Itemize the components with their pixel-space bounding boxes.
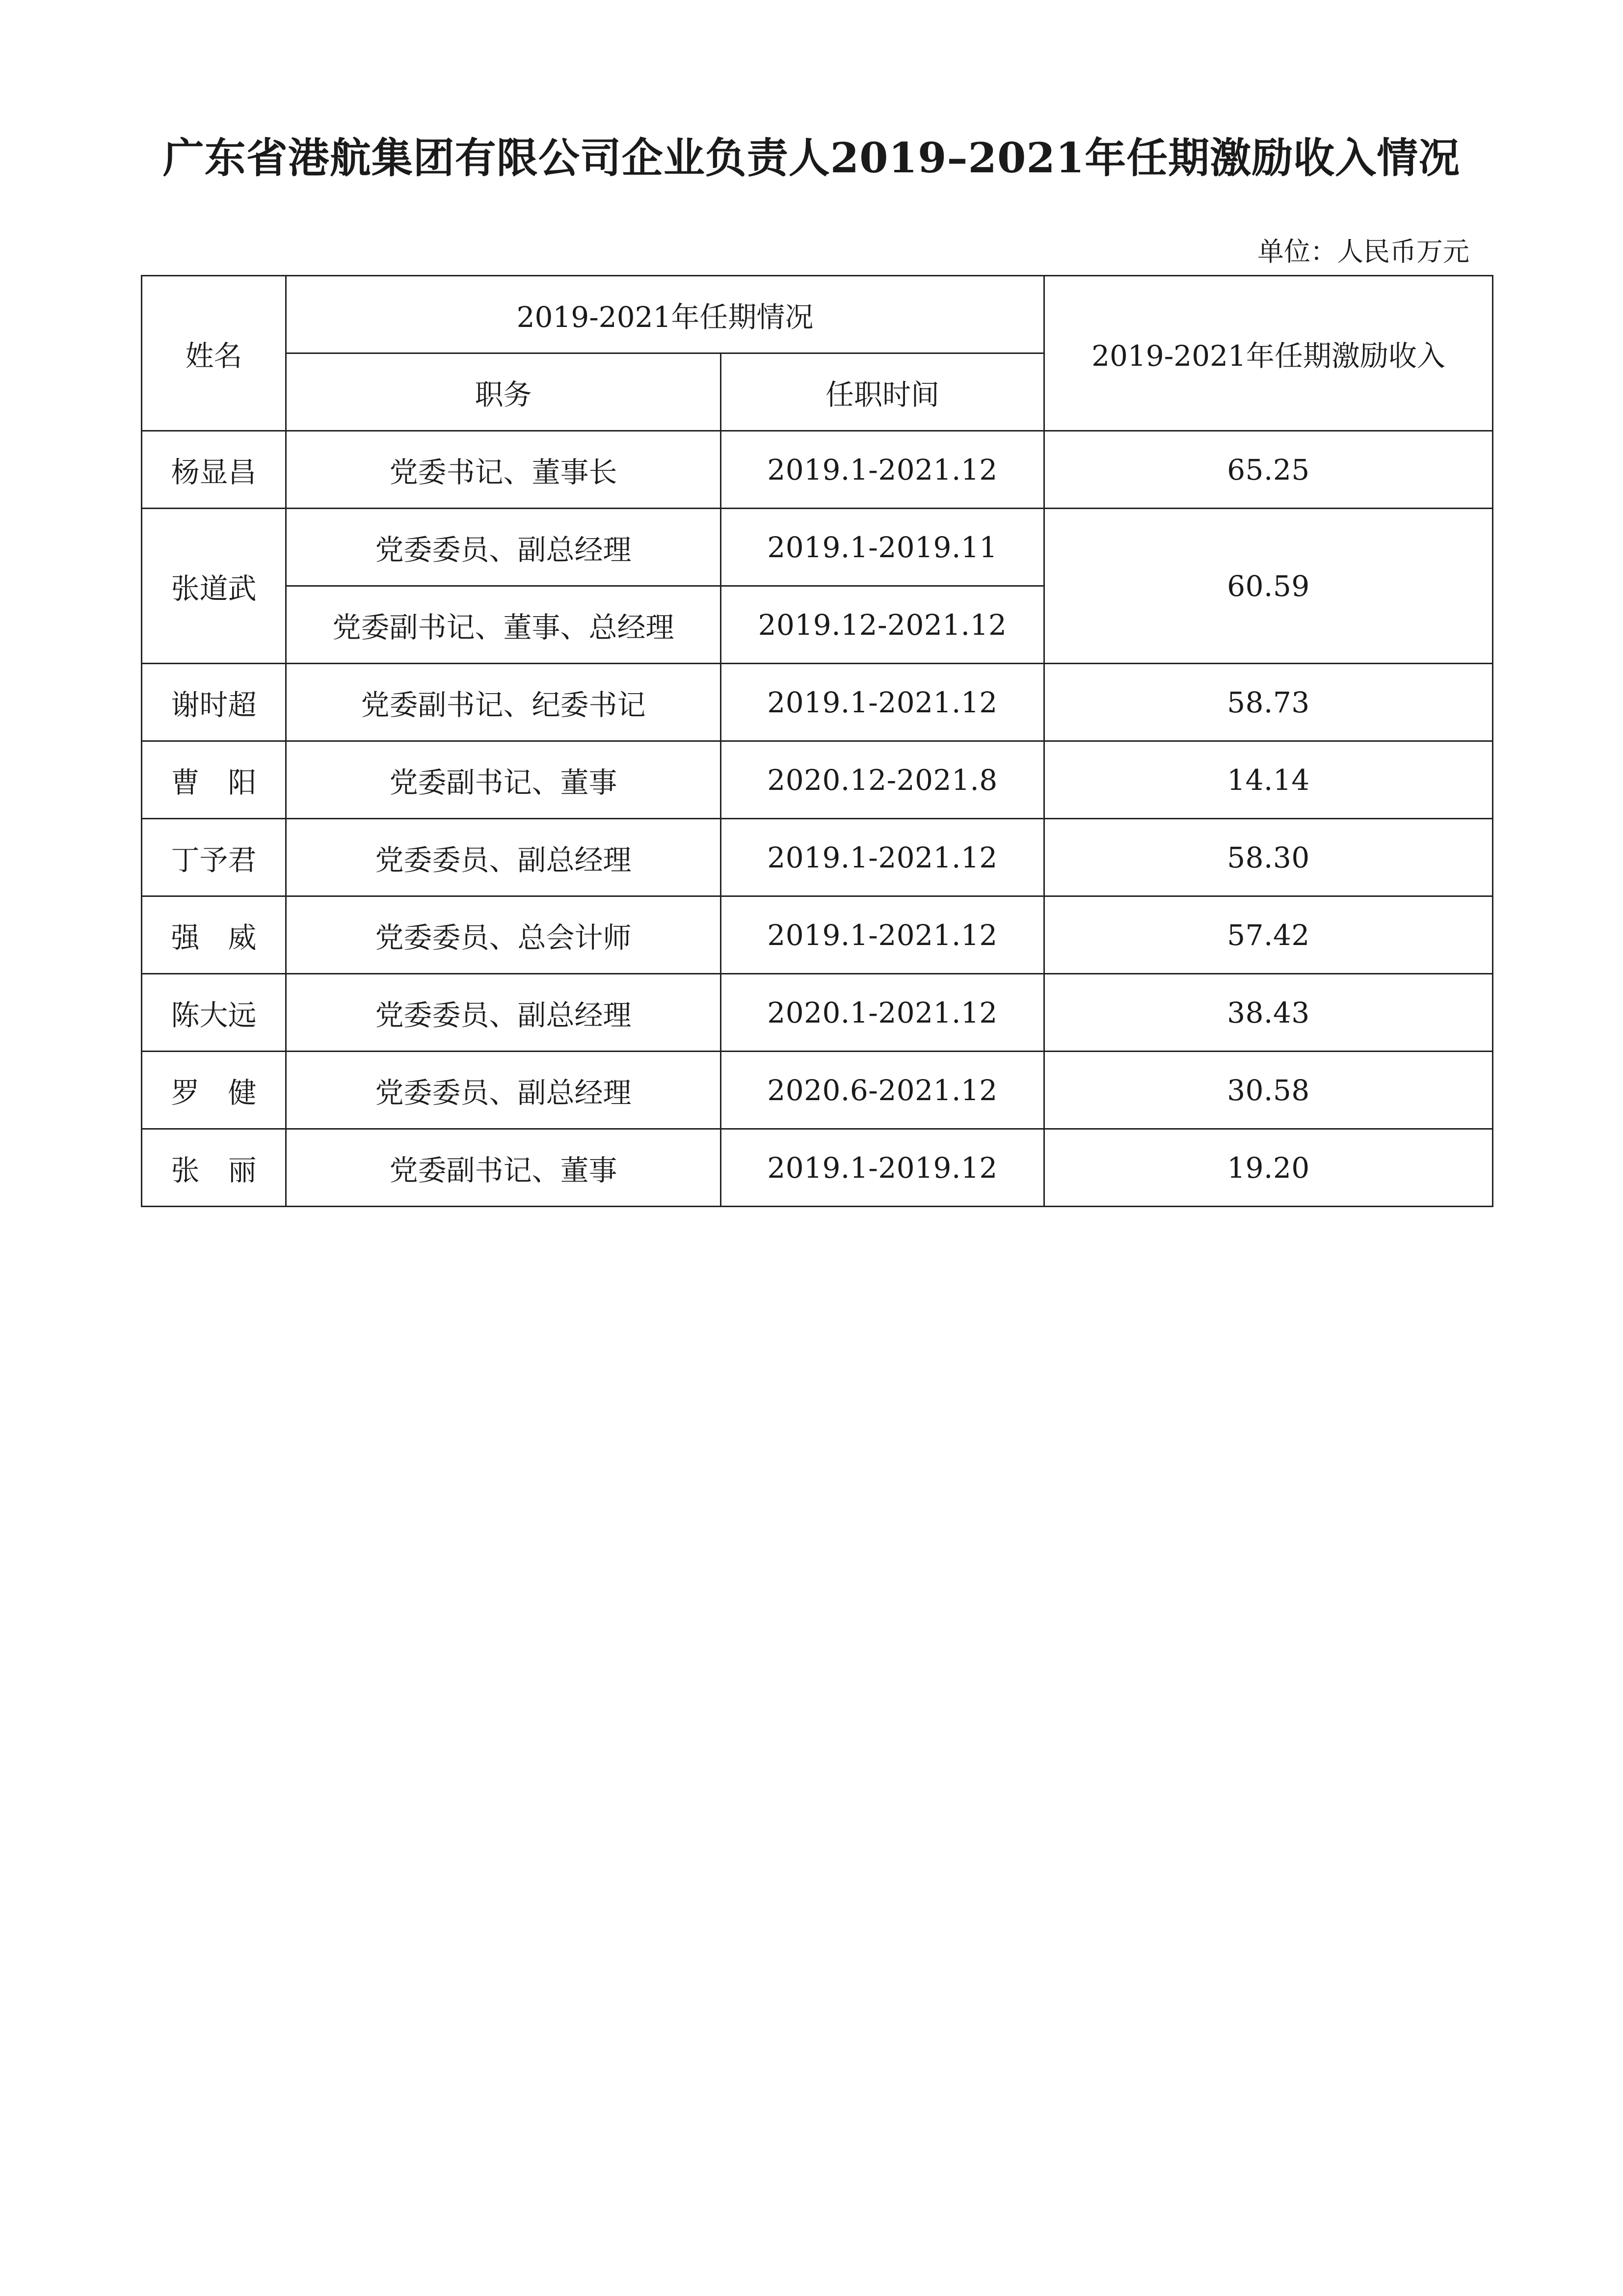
cell-term: 2020.12-2021.8 xyxy=(721,741,1044,819)
cell-term: 2019.1-2021.12 xyxy=(721,431,1044,509)
incentive-income-table xyxy=(141,275,1493,1207)
cell-term: 2019.1-2019.11 xyxy=(721,509,1044,586)
header-position: 职务 xyxy=(286,353,721,431)
table-row xyxy=(142,741,1493,819)
cell-position: 党委书记、董事长 xyxy=(286,431,721,509)
cell-incentive: 19.20 xyxy=(1044,1129,1493,1207)
cell-name: 陈大远 xyxy=(142,974,286,1052)
cell-term: 2020.6-2021.12 xyxy=(721,1052,1044,1129)
cell-position: 党委副书记、董事、总经理 xyxy=(286,586,721,664)
header-name: 姓名 xyxy=(142,276,286,431)
table-row xyxy=(142,819,1493,896)
table-row xyxy=(142,1129,1493,1207)
table-row xyxy=(142,974,1493,1052)
cell-position: 党委委员、副总经理 xyxy=(286,974,721,1052)
table-row xyxy=(142,664,1493,741)
cell-position: 党委委员、总会计师 xyxy=(286,896,721,974)
cell-incentive: 58.73 xyxy=(1044,664,1493,741)
table-row xyxy=(142,1052,1493,1129)
document-title: 广东省港航集团有限公司企业负责人2019–2021年任期激励收入情况 xyxy=(162,134,1461,182)
cell-incentive: 57.42 xyxy=(1044,896,1493,974)
cell-term: 2019.1-2021.12 xyxy=(721,819,1044,896)
table-row xyxy=(142,509,1493,586)
cell-position: 党委委员、副总经理 xyxy=(286,1052,721,1129)
cell-incentive: 58.30 xyxy=(1044,819,1493,896)
cell-name: 杨显昌 xyxy=(142,431,286,509)
cell-name: 张 丽 xyxy=(142,1129,286,1207)
cell-term: 2020.1-2021.12 xyxy=(721,974,1044,1052)
cell-position: 党委副书记、董事 xyxy=(286,1129,721,1207)
header-incentive: 2019-2021年任期激励收入 xyxy=(1044,276,1493,431)
unit-note: 单位：人民币万元 xyxy=(1257,236,1469,267)
cell-name: 丁予君 xyxy=(142,819,286,896)
cell-incentive: 65.25 xyxy=(1044,431,1493,509)
cell-position: 党委委员、副总经理 xyxy=(286,509,721,586)
cell-name: 谢时超 xyxy=(142,664,286,741)
header-term-group: 2019-2021年任期情况 xyxy=(286,276,1044,353)
cell-incentive: 30.58 xyxy=(1044,1052,1493,1129)
cell-incentive: 60.59 xyxy=(1044,509,1493,664)
cell-term: 2019.1-2019.12 xyxy=(721,1129,1044,1207)
cell-name: 强 威 xyxy=(142,896,286,974)
cell-position: 党委副书记、董事 xyxy=(286,741,721,819)
cell-name: 罗 健 xyxy=(142,1052,286,1129)
cell-name: 曹 阳 xyxy=(142,741,286,819)
cell-term: 2019.1-2021.12 xyxy=(721,896,1044,974)
cell-incentive: 38.43 xyxy=(1044,974,1493,1052)
table-row xyxy=(142,896,1493,974)
cell-position: 党委委员、副总经理 xyxy=(286,819,721,896)
cell-term: 2019.12-2021.12 xyxy=(721,586,1044,664)
table-row xyxy=(142,431,1493,509)
cell-incentive: 14.14 xyxy=(1044,741,1493,819)
header-row xyxy=(142,276,1493,353)
header-term-time: 任职时间 xyxy=(721,353,1044,431)
cell-term: 2019.1-2021.12 xyxy=(721,664,1044,741)
cell-name: 张道武 xyxy=(142,509,286,664)
cell-position: 党委副书记、纪委书记 xyxy=(286,664,721,741)
